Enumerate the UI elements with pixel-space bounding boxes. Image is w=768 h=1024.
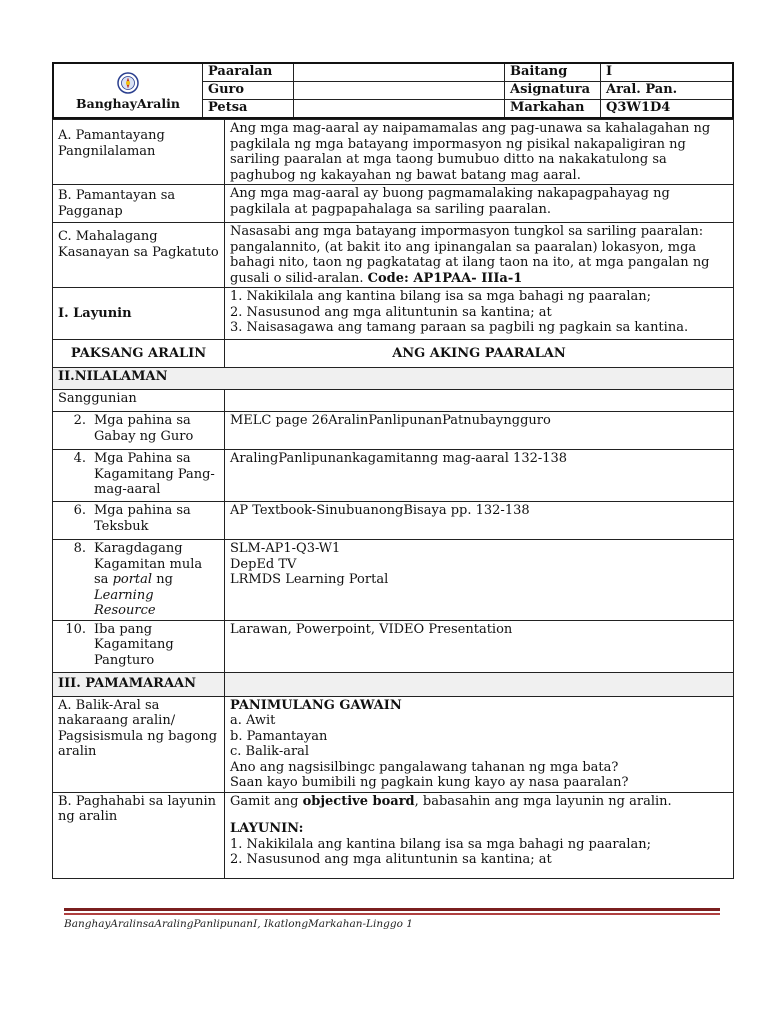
reference-label: 2. Mga pahina sa Gabay ng Guro <box>53 412 225 450</box>
header-value: I <box>601 63 734 82</box>
reference-value: AralingPanlipunankagamitanng mag-aaral 132-138 <box>225 450 734 502</box>
header-value <box>294 63 505 82</box>
reference-label: 8. Karagdagang Kagamitan mula sa portal ng Learning Resource <box>53 540 225 621</box>
objective-item: 1. Nakikilala ang kantina bilang isa sa mga bahagi ng paaralan; <box>230 289 651 304</box>
ref-number: 4. <box>73 451 86 466</box>
warmup-activity: PANIMULANG GAWAIN a. Awit b. Pamantayan c. Balik-aral Ano ang nagsisilbingc pangalawang tahanan ng mga bata? Saan kayo bumibili ng pagkain kung kayo ay nasa paaralan? <box>225 696 734 792</box>
activity-title: PANIMULANG GAWAIN <box>230 697 402 713</box>
section-heading: II.NILALAMAN <box>53 368 734 390</box>
reference-label: 4. Mga Pahina sa Kagamitang Pang-mag-aaral <box>53 450 225 502</box>
row-label: B. Paghahabi sa layunin ng aralin <box>53 792 225 878</box>
ref-number: 6. <box>73 503 86 518</box>
header-value <box>294 100 505 119</box>
reference-label: 6. Mga pahina sa Teksbuk <box>53 502 225 540</box>
objectives-list <box>225 288 734 340</box>
header-label: Petsa <box>203 100 294 119</box>
lesson-plan-sheet <box>52 62 734 879</box>
row-text <box>225 223 734 288</box>
deped-seal-icon <box>117 72 139 94</box>
topic-label: PAKSANG ARALIN <box>53 340 225 368</box>
row-label: I. Layunin <box>53 288 225 340</box>
row-text: Ang mga mag-aaral ay naipamamalas ang pag-unawa sa kahalagahan ng pagkilala ng mga batayang impormasyon ng pisikal nakapaligiran ng sariling paaralan at mga taong bumubuo ditto na nakakatulong sa paghubog ng kakayahan ng bawat batang mag aaral. <box>225 120 734 185</box>
reference-label: 10. Iba pang Kagamitang Pangturo <box>53 620 225 672</box>
footer-rule <box>64 908 720 911</box>
competency-code: Code: AP1PAA- IIIa-1 <box>367 270 523 286</box>
header-label: Paaralan <box>203 63 294 82</box>
logo-cell <box>53 63 203 118</box>
row-text: Ang mga mag-aaral ay buong pagmamalaking nakapagpahayag ng pagkilala at pagpapahalaga sa sariling paaralan. <box>225 185 734 223</box>
header-label: Baitang <box>505 63 601 82</box>
objective-item: 2. Nasusunod ang mga alituntunin sa kantina; at <box>230 304 552 320</box>
reference-value: SLM-AP1-Q3-W1 DepEd TV LRMDS Learning Portal <box>225 540 734 621</box>
row-label: A. Balik-Aral sa nakaraang aralin/ Pagsisismula ng bagong aralin <box>53 696 225 792</box>
row-label: A. Pamantayang Pangnilalaman <box>53 120 225 185</box>
activity-title: LAYUNIN: <box>230 821 304 836</box>
objective-activity: Gamit ang objective board, babasahin ang mga layunin ng aralin. LAYUNIN: 1. Nakikilala ang kantina bilang isa sa mga bahagi ng paaralan; 2. Nasusunod ang mga alituntunin sa kantina; at <box>225 792 734 878</box>
header-label: Asignatura <box>505 82 601 100</box>
header-value <box>294 82 505 100</box>
ref-number: 8. <box>73 541 86 556</box>
competency-text: Nasasabi ang mga batayang impormasyon tungkol sa sariling paaralan: pangalannito, (at bakit ito ang ipinangalan sa paaralan) lokasyon, mga bahagi nito, taon ng pagkatatag at ilang taon na ito, at mga pangalan ng gusali o silid-aralan. <box>230 224 710 286</box>
footer-caption: BanghayAralinsaAralingPanlipunanI, IkatlongMarkahan-Linggo 1 <box>64 918 413 930</box>
row-label: B. Pamantayan sa Pagganap <box>53 185 225 223</box>
reference-value: MELC page 26AralinPanlipunanPatnubayngguro <box>225 412 734 450</box>
lesson-table <box>52 119 734 879</box>
header-value: Aral. Pan. <box>601 82 734 100</box>
topic-value: ANG AKING PAARALAN <box>225 340 734 368</box>
header-table <box>52 62 734 119</box>
section-heading: III. PAMAMARAAN <box>53 672 225 696</box>
row-label: Sanggunian <box>53 390 225 412</box>
reference-value: AP Textbook-SinubuanongBisaya pp. 132-138 <box>225 502 734 540</box>
footer-rule <box>64 913 720 915</box>
reference-value: Larawan, Powerpoint, VIDEO Presentation <box>225 620 734 672</box>
ref-number: 10. <box>65 621 86 637</box>
row-text <box>225 390 734 412</box>
brand-name: BanghayAralin <box>76 95 180 111</box>
header-label: Guro <box>203 82 294 100</box>
header-value: Q3W1D4 <box>601 100 734 119</box>
header-label: Markahan <box>505 100 601 119</box>
row-label: C. Mahalagang Kasanayan sa Pagkatuto <box>53 223 225 288</box>
objective-item: 3. Naisasagawa ang tamang paraan sa pagbili ng pagkain sa kantina. <box>230 320 689 335</box>
ref-number: 2. <box>73 413 86 428</box>
